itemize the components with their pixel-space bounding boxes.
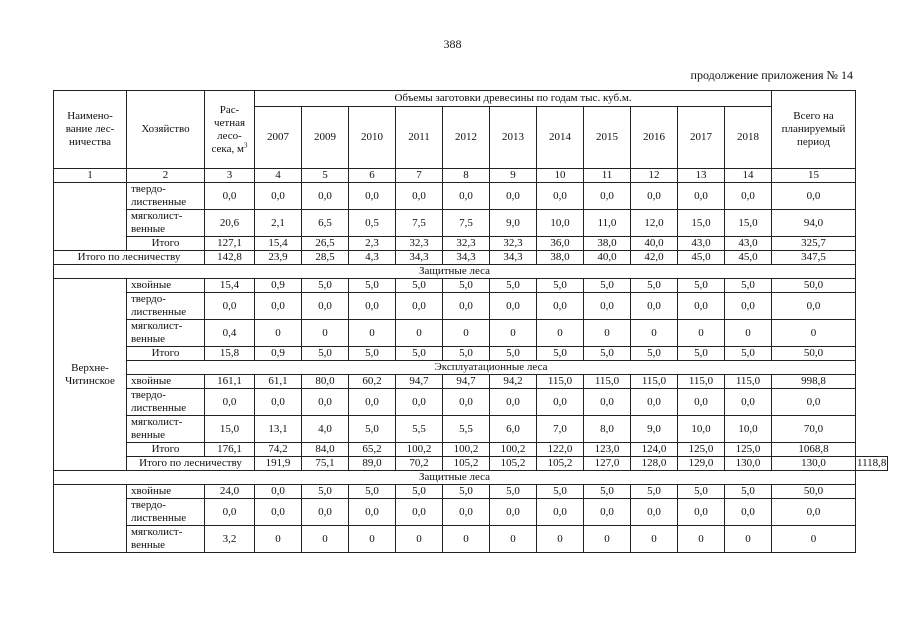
volume-cell: 45,0 [678,251,725,265]
calc-cut-value: 161,1 [205,375,255,389]
calc-cut-value: 3,2 [205,526,255,553]
volume-cell: 89,0 [349,457,396,471]
volume-cell: 0 [255,526,302,553]
volume-cell: 0,0 [584,293,631,320]
volume-cell: 6,5 [302,210,349,237]
volume-cell: 0 [490,526,537,553]
volume-cell: 0,0 [255,499,302,526]
volume-cell: 0,5 [349,210,396,237]
volume-cell: 5,0 [490,347,537,361]
volume-cell: 65,2 [349,443,396,457]
header-year: 2014 [537,107,584,169]
volume-cell: 80,0 [302,375,349,389]
table-row [54,443,888,457]
volume-cell: 5,0 [725,347,772,361]
volume-cell: 0 [443,320,490,347]
farm-type: мягколист-венные [127,320,205,347]
volume-cell: 0,0 [443,293,490,320]
volume-cell: 5,0 [537,279,584,293]
volume-cell: 9,0 [490,210,537,237]
volume-cell: 34,3 [396,251,443,265]
volume-cell: 100,2 [490,443,537,457]
calc-cut-value: 20,6 [205,210,255,237]
farm-type: хвойные [127,485,205,499]
column-number: 11 [584,169,631,183]
calc-cut-value: 0,0 [205,293,255,320]
volume-cell: 94,7 [396,375,443,389]
volume-cell: 5,0 [443,279,490,293]
volume-cell: 0,0 [349,499,396,526]
table-row [54,485,888,499]
volume-cell: 13,1 [255,416,302,443]
farm-type: твердо-лиственные [127,499,205,526]
volume-cell: 124,0 [631,443,678,457]
volume-cell: 38,0 [537,251,584,265]
volume-cell: 0,0 [584,499,631,526]
volume-cell: 0,0 [631,389,678,416]
total-value: 1068,8 [772,443,856,457]
volume-cell: 5,0 [631,485,678,499]
volume-cell: 9,0 [631,416,678,443]
volume-cell: 34,3 [443,251,490,265]
volume-cell: 40,0 [631,237,678,251]
volume-cell: 115,0 [584,375,631,389]
header-year: 2011 [396,107,443,169]
farm-type: мягколист-венные [127,210,205,237]
total-value: 325,7 [772,237,856,251]
table-row [54,347,888,361]
volume-cell: 0,0 [349,183,396,210]
volume-cell: 5,0 [678,279,725,293]
volume-cell: 43,0 [725,237,772,251]
volume-cell: 34,3 [490,251,537,265]
header-year: 2017 [678,107,725,169]
header-year: 2012 [443,107,490,169]
calc-cut-value: 0,0 [205,183,255,210]
volume-cell: 5,0 [396,347,443,361]
volume-cell: 5,0 [349,485,396,499]
volume-cell: 84,0 [302,443,349,457]
header-calc-cut: Рас-четная лесо-сека, $м^3$ [205,91,255,169]
farm-type: хвойные [127,375,205,389]
volume-cell: 0,0 [631,183,678,210]
column-number: 12 [631,169,678,183]
table-row [54,293,888,320]
farm-type: хвойные [127,279,205,293]
volume-cell: 0,0 [678,293,725,320]
volume-cell: 5,0 [490,279,537,293]
volume-cell: 123,0 [584,443,631,457]
volume-cell: 38,0 [584,237,631,251]
volume-cell: 5,0 [584,347,631,361]
total-value: 0 [772,526,856,553]
volume-cell: 0 [349,320,396,347]
volume-cell: 0 [443,526,490,553]
volume-cell: 45,0 [725,251,772,265]
volume-cell: 0,0 [255,183,302,210]
volume-cell: 32,3 [490,237,537,251]
volume-cell: 23,9 [255,251,302,265]
volume-cell: 5,0 [302,347,349,361]
table-row [54,320,888,347]
volume-cell: 43,0 [678,237,725,251]
volume-cell: 0 [678,320,725,347]
volume-cell: 5,5 [396,416,443,443]
volume-cell: 5,0 [725,279,772,293]
forestry-name-empty [54,485,127,553]
header-volumes-title: Объемы заготовки древесины по годам тыс. куб.м. [255,91,772,107]
itogo-forestry-label: Итого по лесничеству [54,251,205,265]
volume-cell: 5,0 [584,485,631,499]
header-year: 2009 [302,107,349,169]
volume-cell: 0 [396,526,443,553]
volume-cell: 0,0 [631,293,678,320]
volume-cell: 36,0 [537,237,584,251]
farm-type: твердо-лиственные [127,389,205,416]
volume-cell: 105,2 [490,457,537,471]
calc-cut-value: 0,0 [205,389,255,416]
section-title: Защитные леса [54,471,856,485]
forestry-name: Верхне-Читинское [54,279,127,471]
header-year: 2010 [349,107,396,169]
total-value: 50,0 [772,279,856,293]
column-number: 8 [443,169,490,183]
volume-cell: 75,1 [302,457,349,471]
volume-cell: 0 [302,320,349,347]
column-number: 9 [490,169,537,183]
total-value: 0 [772,320,856,347]
volume-cell: 129,0 [678,457,725,471]
volume-cell: 0,0 [631,499,678,526]
total-value: 347,5 [772,251,856,265]
volume-cell: 10,0 [537,210,584,237]
section-title: Эксплуатационные леса [127,361,856,375]
volume-cell: 0,0 [725,499,772,526]
volume-cell: 0,0 [678,389,725,416]
volume-cell: 0,0 [678,499,725,526]
volume-cell: 0,0 [302,499,349,526]
volume-cell: 0,0 [302,389,349,416]
volume-cell: 5,0 [537,485,584,499]
volume-cell: 74,2 [255,443,302,457]
section-title: Защитные леса [54,265,856,279]
volume-cell: 0,0 [255,293,302,320]
volume-cell: 127,0 [584,457,631,471]
volume-cell: 5,0 [537,347,584,361]
calc-cut-value: 15,0 [205,416,255,443]
section-row [54,471,888,485]
volume-cell: 5,0 [678,347,725,361]
volume-cell: 5,0 [584,279,631,293]
header-forestry-name: Наимено-вание лес-ничества [54,91,127,169]
farm-type: мягколист-венные [127,416,205,443]
section-row [54,265,888,279]
volume-cell: 28,5 [302,251,349,265]
volume-cell: 0,0 [255,389,302,416]
volume-cell: 0,0 [490,293,537,320]
volume-cell: 5,0 [349,347,396,361]
table-row [54,210,888,237]
volume-cell: 0 [302,526,349,553]
volume-cell: 0,0 [302,183,349,210]
volume-cell: 5,0 [725,485,772,499]
total-value: 70,0 [772,416,856,443]
volume-cell: 32,3 [443,237,490,251]
volume-cell: 130,0 [772,457,856,471]
calc-cut-value: 127,1 [205,237,255,251]
volume-cell: 0,0 [725,389,772,416]
volume-cell: 0,0 [537,183,584,210]
volume-cell: 0,0 [584,389,631,416]
volume-cell: 10,0 [725,416,772,443]
total-value: 0,0 [772,499,856,526]
calc-cut-value: 142,8 [205,251,255,265]
volume-cell: 0 [584,526,631,553]
volume-cell: 0 [255,320,302,347]
volume-cell: 0,0 [349,293,396,320]
volume-cell: 4,3 [349,251,396,265]
continuation-note: продолжение приложения № 14 [690,68,853,82]
volume-cell: 0,0 [443,183,490,210]
farm-type: Итого [127,237,205,251]
volume-cell: 5,0 [631,279,678,293]
volume-cell: 5,0 [490,485,537,499]
volume-cell: 2,1 [255,210,302,237]
volume-cell: 130,0 [725,457,772,471]
volume-cell: 115,0 [537,375,584,389]
itogo-forestry-label: Итого по лесничеству [127,457,255,471]
volume-cell: 128,0 [631,457,678,471]
volume-cell: 125,0 [678,443,725,457]
header-year: 2007 [255,107,302,169]
volume-cell: 0 [537,320,584,347]
volume-cell: 5,0 [349,416,396,443]
volume-cell: 7,0 [537,416,584,443]
header-year: 2015 [584,107,631,169]
header-year: 2013 [490,107,537,169]
harvest-volume-table [53,90,888,553]
volume-cell: 0,0 [490,183,537,210]
volume-cell: 5,0 [443,485,490,499]
volume-cell: 15,0 [678,210,725,237]
table-row [54,183,888,210]
column-number: 13 [678,169,725,183]
header-total: Всего на планируемый период [772,91,856,169]
table-row [54,279,888,293]
volume-cell: 115,0 [678,375,725,389]
volume-cell: 2,3 [349,237,396,251]
volume-cell: 94,2 [490,375,537,389]
column-number: 3 [205,169,255,183]
volume-cell: 8,0 [584,416,631,443]
volume-cell: 5,0 [678,485,725,499]
volume-cell: 0,0 [396,499,443,526]
volume-cell: 61,1 [255,375,302,389]
volume-cell: 0,0 [584,183,631,210]
volume-cell: 6,0 [490,416,537,443]
header-farm: Хозяйство [127,91,205,169]
column-number: 6 [349,169,396,183]
calc-cut-value: 191,9 [255,457,302,471]
volume-cell: 5,0 [349,279,396,293]
table-row [54,499,888,526]
volume-cell: 15,0 [725,210,772,237]
total-value: 0,0 [772,389,856,416]
volume-cell: 5,0 [396,485,443,499]
column-number: 7 [396,169,443,183]
volume-cell: 122,0 [537,443,584,457]
farm-type: твердо-лиственные [127,183,205,210]
volume-cell: 115,0 [725,375,772,389]
volume-cell: 42,0 [631,251,678,265]
volume-cell: 70,2 [396,457,443,471]
volume-cell: 105,2 [443,457,490,471]
forestry-name-empty [54,183,127,251]
header-year: 2018 [725,107,772,169]
volume-cell: 0,0 [537,499,584,526]
calc-cut-value: 0,0 [205,499,255,526]
volume-cell: 40,0 [584,251,631,265]
volume-cell: 105,2 [537,457,584,471]
table-row [54,237,888,251]
column-number: 5 [302,169,349,183]
volume-cell: 0 [584,320,631,347]
volume-cell: 4,0 [302,416,349,443]
volume-cell: 7,5 [396,210,443,237]
section-row [54,361,888,375]
volume-cell: 0,9 [255,279,302,293]
volume-cell: 115,0 [631,375,678,389]
volume-cell: 0 [631,526,678,553]
page-number: 388 [443,37,462,51]
volume-cell: 0,0 [443,389,490,416]
column-number: 10 [537,169,584,183]
volume-cell: 0,0 [725,293,772,320]
total-value: 50,0 [772,347,856,361]
volume-cell: 5,5 [443,416,490,443]
volume-cell: 15,4 [255,237,302,251]
volume-cell: 125,0 [725,443,772,457]
table-row [54,389,888,416]
calc-cut-value: 15,8 [205,347,255,361]
volume-cell: 0,0 [396,183,443,210]
volume-cell: 0,0 [396,293,443,320]
volume-cell: 12,0 [631,210,678,237]
volume-cell: 5,0 [631,347,678,361]
volume-cell: 11,0 [584,210,631,237]
header-year: 2016 [631,107,678,169]
volume-cell: 7,5 [443,210,490,237]
volume-cell: 94,7 [443,375,490,389]
volume-cell: 0 [537,526,584,553]
volume-cell: 5,0 [302,279,349,293]
volume-cell: 0 [725,320,772,347]
total-value: 94,0 [772,210,856,237]
total-value: 1118,8 [857,457,887,469]
volume-cell: 0,0 [678,183,725,210]
volume-cell: 0,0 [443,499,490,526]
volume-cell: 5,0 [443,347,490,361]
farm-type: Итого [127,347,205,361]
volume-cell: 100,2 [443,443,490,457]
total-value: 0,0 [772,183,856,210]
table-row [54,251,888,265]
table-row [54,375,888,389]
volume-cell: 0,9 [255,347,302,361]
table-row [54,416,888,443]
volume-cell: 0 [490,320,537,347]
total-value: 0,0 [772,293,856,320]
volume-cell: 5,0 [302,485,349,499]
calc-cut-value: 176,1 [205,443,255,457]
volume-cell: 0,0 [490,389,537,416]
volume-cell: 0,0 [537,293,584,320]
column-number: 15 [772,169,856,183]
volume-cell: 0,0 [725,183,772,210]
volume-cell: 0 [349,526,396,553]
farm-type: твердо-лиственные [127,293,205,320]
volume-cell: 0,0 [302,293,349,320]
volume-cell: 0,0 [255,485,302,499]
volume-cell: 0 [396,320,443,347]
table-row [54,457,888,471]
table-row [54,526,888,553]
volume-cell: 0 [725,526,772,553]
volume-cell: 0,0 [349,389,396,416]
volume-cell: 0 [631,320,678,347]
volume-cell: 0,0 [490,499,537,526]
volume-cell: 32,3 [396,237,443,251]
calc-cut-value: 15,4 [205,279,255,293]
column-number: 4 [255,169,302,183]
volume-cell: 0 [678,526,725,553]
volume-cell: 0,0 [537,389,584,416]
calc-cut-value: 24,0 [205,485,255,499]
volume-cell: 100,2 [396,443,443,457]
column-number: 14 [725,169,772,183]
volume-cell: 26,5 [302,237,349,251]
farm-type: мягколист-венные [127,526,205,553]
farm-type: Итого [127,443,205,457]
volume-cell: 60,2 [349,375,396,389]
volume-cell: 10,0 [678,416,725,443]
volume-cell: 5,0 [396,279,443,293]
volume-cell: 0,0 [396,389,443,416]
column-number: 1 [54,169,127,183]
calc-cut-value: 0,4 [205,320,255,347]
total-value: 50,0 [772,485,856,499]
total-value: 998,8 [772,375,856,389]
column-number: 2 [127,169,205,183]
